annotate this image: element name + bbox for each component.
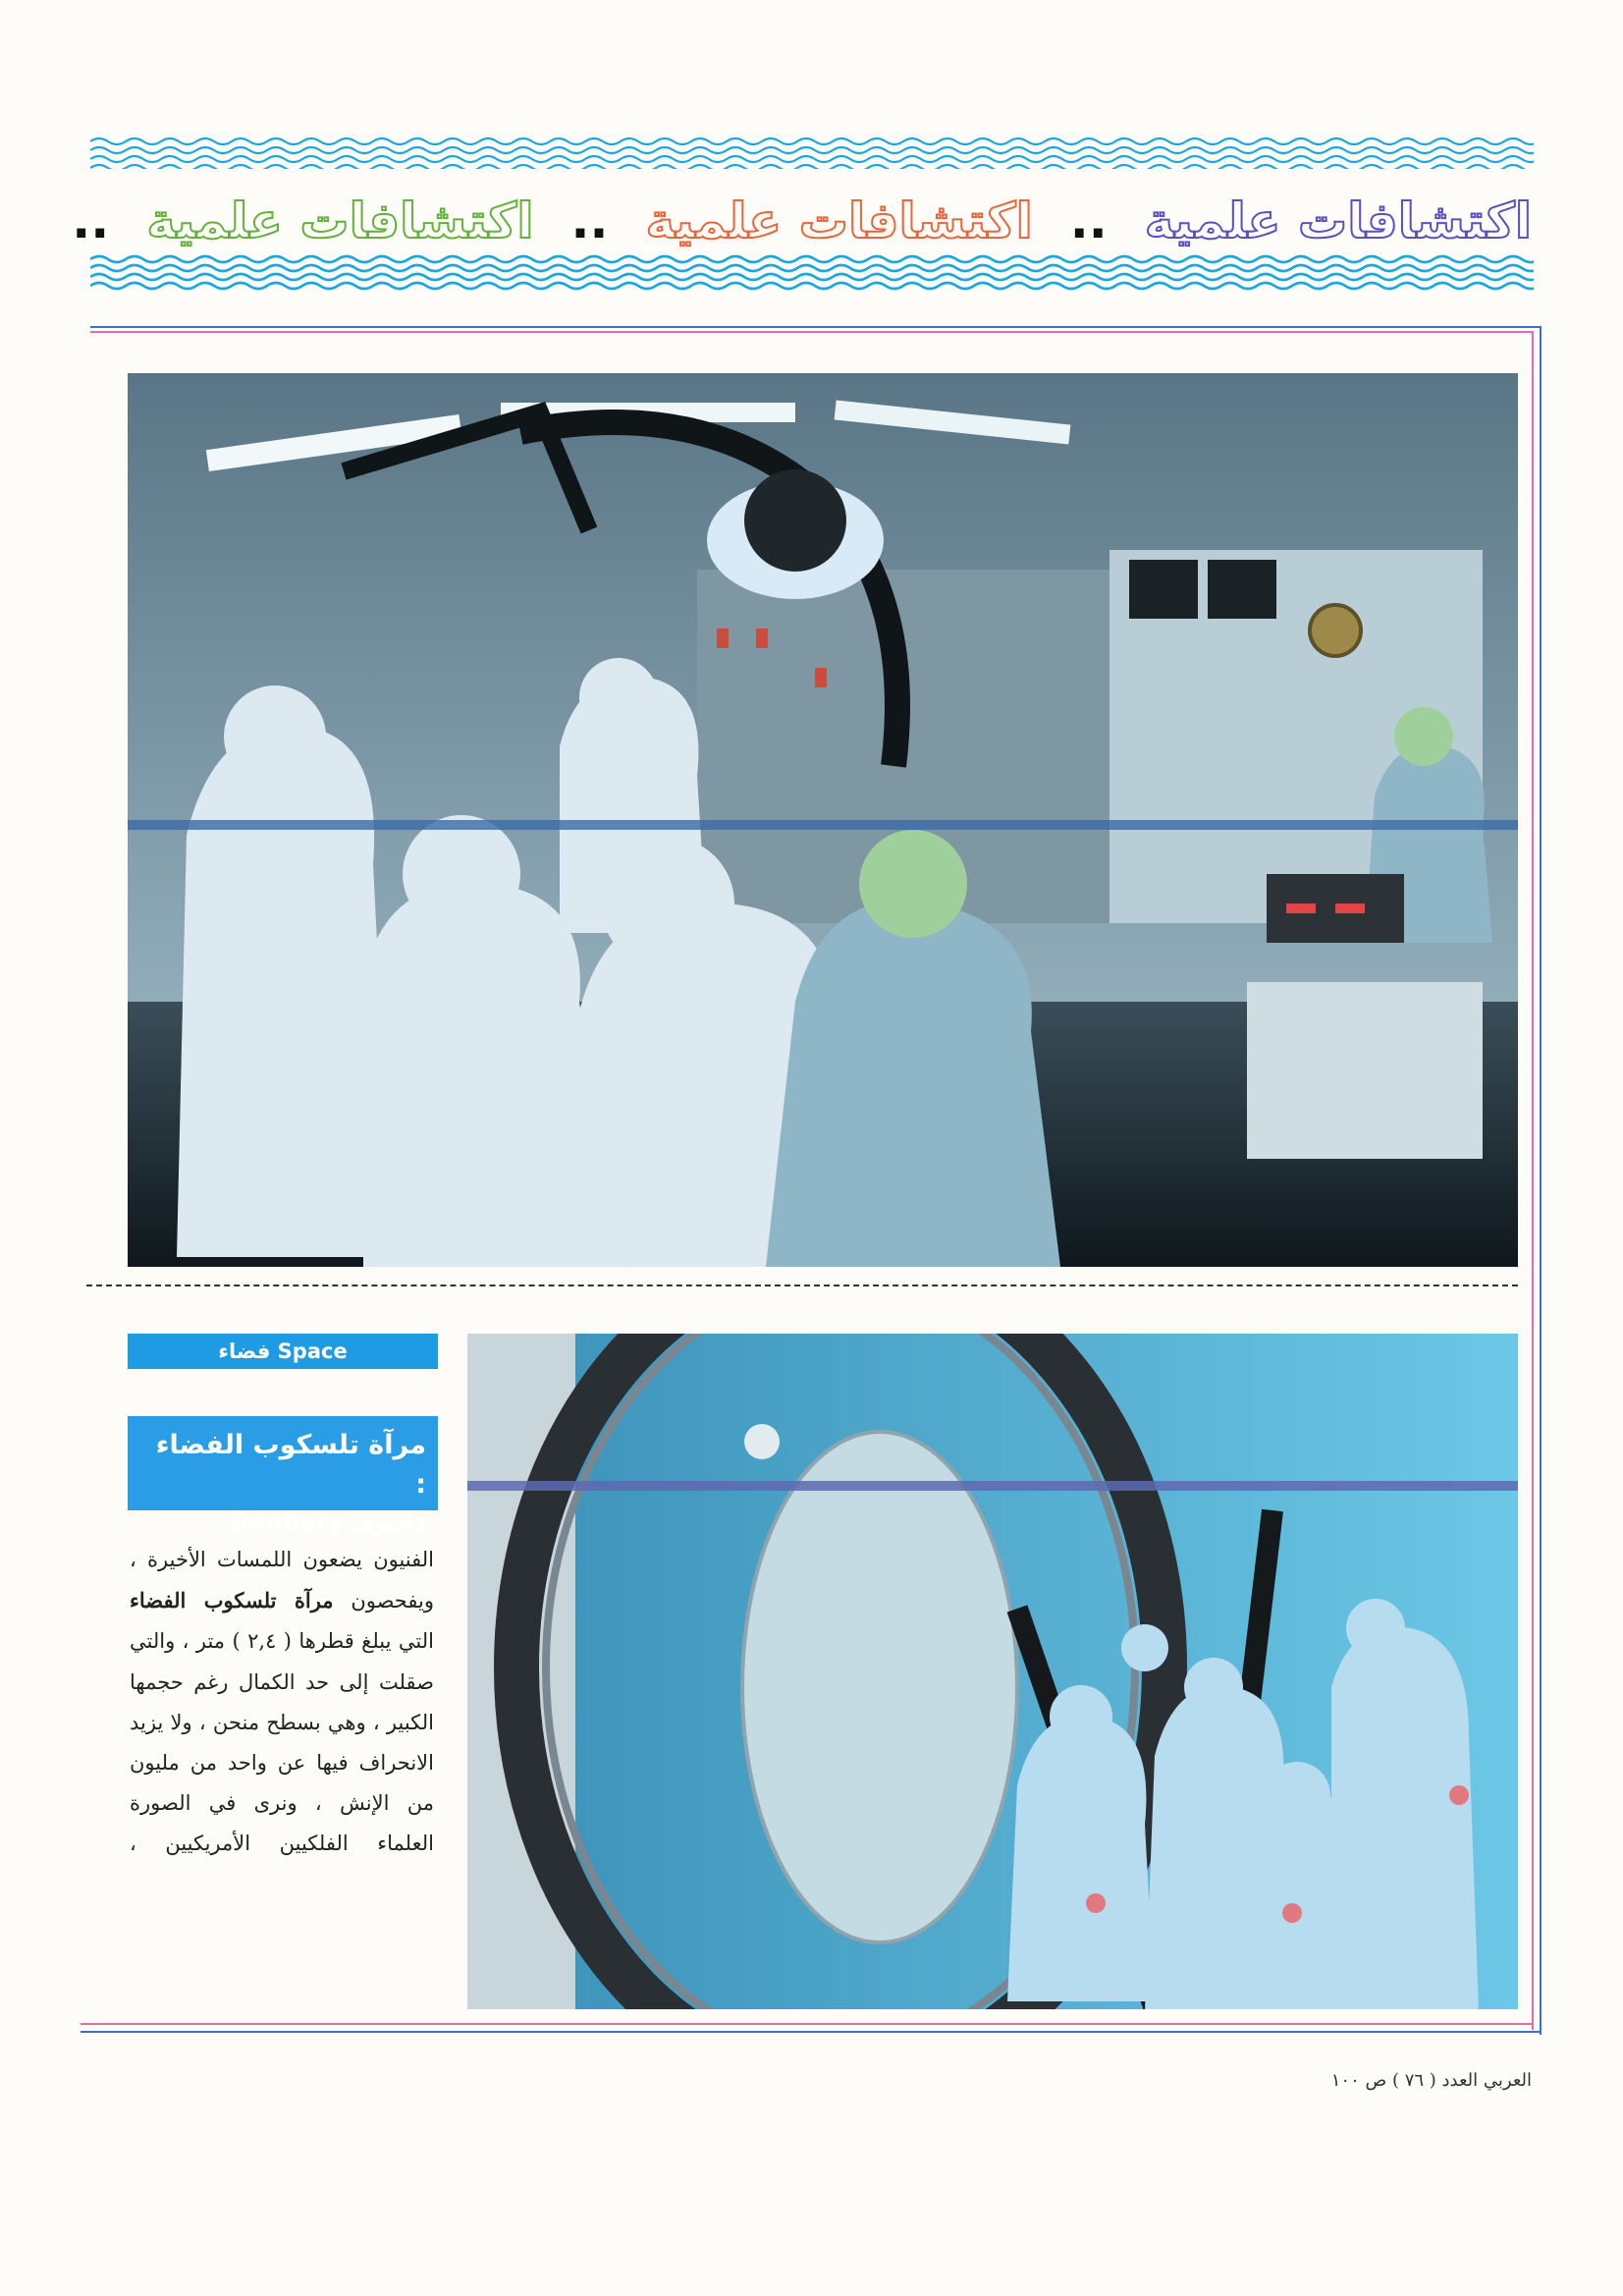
- cleanroom-photo-top: [128, 373, 1518, 1267]
- frame-top-line: [90, 326, 1542, 328]
- header-title-1: اكتشافات علمية: [1144, 192, 1532, 249]
- caption-line-1: مرآة تلسكوب الفضاء :: [155, 1430, 426, 1500]
- caption-box: [128, 1416, 438, 1536]
- article-body-part-1: الفنيون يضعون اللمسات الأخيرة ، ويفحصون: [130, 1548, 434, 1613]
- page-footer: العربي العدد ( ٧٦ ) ص ١٠٠: [1330, 2070, 1532, 2091]
- telescope-mirror-photo: [467, 1334, 1518, 2009]
- caption-line-2: دانبري Danbury .: [212, 1508, 426, 1536]
- dashed-separator: [86, 1285, 1518, 1286]
- header-title-2: اكتشافات علمية: [645, 192, 1033, 249]
- article-body-highlight: مرآة تلسكوب الفضاء: [130, 1588, 334, 1613]
- top-wave-band: [90, 136, 1534, 169]
- section-tag-space: فضاء Space: [128, 1334, 438, 1369]
- article-body-part-2: التي يبلغ قطرها ( ٢,٤ ) متر ، والتي صقلت إلى حد الكمال رغم حجمها الكبير ، وهي بسطح منحن ، ولا يزيد الانحراف فيها عن واحد من مليون من الإنش ، ونرى في الصورة العلماء الفلكيين الأمريكيين ،: [130, 1629, 434, 1856]
- article-body: [130, 1540, 434, 1865]
- frame-right-line-blue: [1540, 326, 1542, 2035]
- frame-top-line-pink: [90, 331, 1534, 333]
- header-separator-2: ..: [570, 192, 609, 249]
- header-title-row: [72, 177, 1534, 265]
- frame-bottom-line-pink: [81, 2023, 1534, 2025]
- bottom-wave-band: [90, 253, 1534, 293]
- header-separator-3: ..: [72, 192, 110, 249]
- header-title-3: اكتشافات علمية: [146, 192, 534, 249]
- frame-right-line: [1532, 331, 1534, 2030]
- frame-bottom-line-blue: [81, 2031, 1542, 2033]
- header-separator-1: ..: [1069, 192, 1108, 249]
